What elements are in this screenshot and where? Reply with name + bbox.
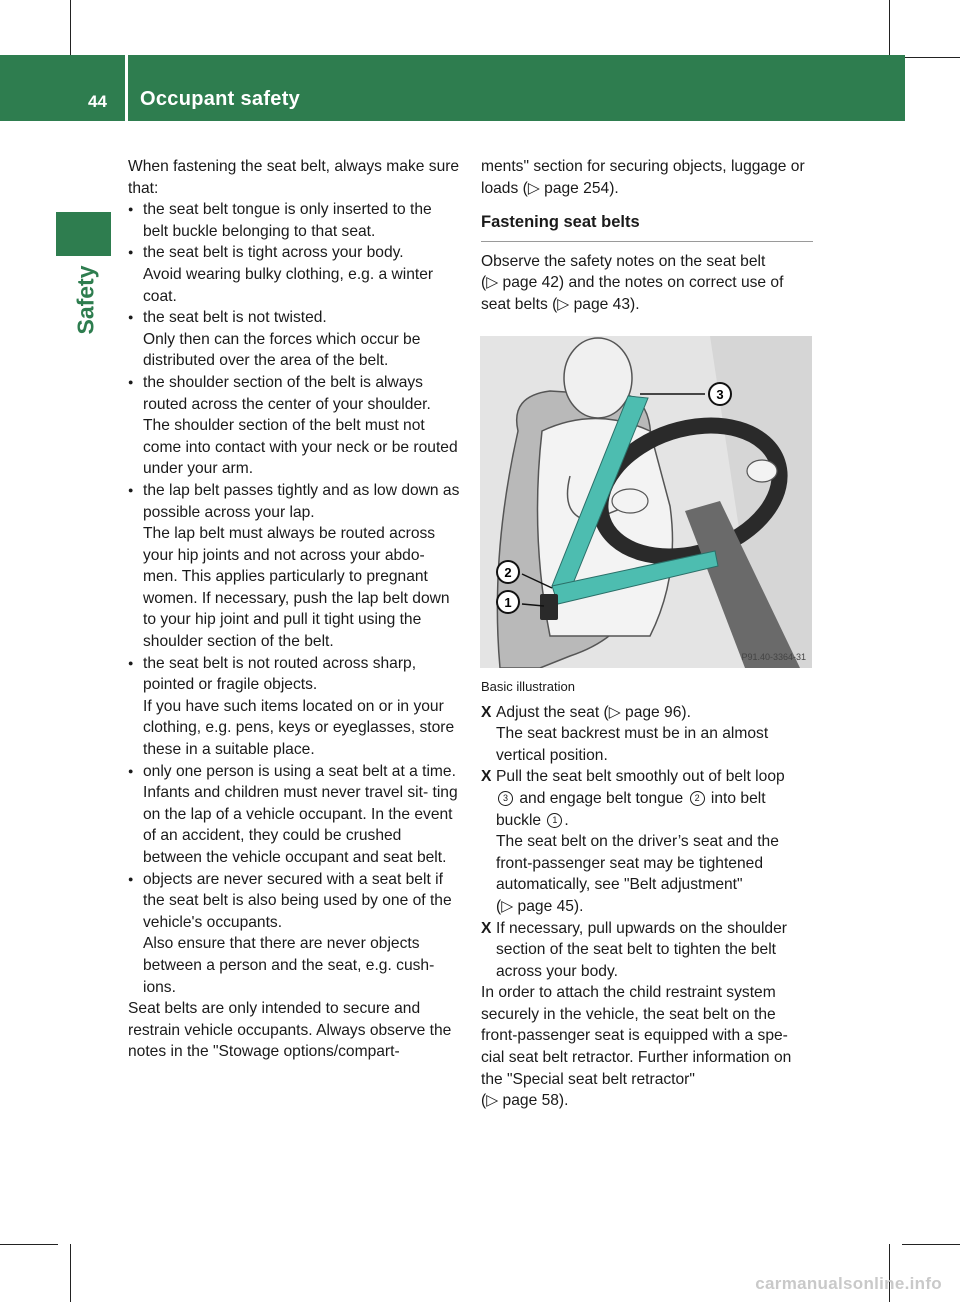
seatbelt-illustration bbox=[480, 336, 812, 668]
bullet-item: ● objects are never secured with a seat belt if the seat belt is also being used by one of the vehicle's occupants. bbox=[128, 869, 460, 934]
child-restraint-text: In order to attach the child restraint system securely in the vehicle, the seat belt on the front-passenger seat is equipped with a spe- cial seat belt retractor. Further information on the "Special seat belt retractor" (▷ page 58). bbox=[481, 984, 792, 1110]
callout-1: 1 bbox=[504, 594, 512, 610]
bullet-item: ● the lap belt passes tightly and as low down as possible across your lap. bbox=[128, 480, 460, 523]
bullet-item: ● the seat belt is tight across your body. bbox=[128, 242, 460, 264]
figure-caption: Basic illustration bbox=[481, 678, 575, 694]
crop-mark bbox=[889, 0, 890, 58]
step-tighten-belt: X If necessary, pull upwards on the shoulder section of the seat belt to tighten the belt across your body. bbox=[481, 919, 787, 980]
page-ref-arrow-icon: ▷ bbox=[527, 179, 540, 197]
callout-ref-3: 3 bbox=[498, 791, 513, 806]
step-arrow-icon: X bbox=[481, 703, 492, 721]
page-ref-arrow-icon: ▷ bbox=[501, 897, 514, 915]
step-adjust-seat: X Adjust the seat (▷ page 96). The seat backrest must be in an almost vertical position. bbox=[481, 703, 769, 764]
bullet-subtext: Only then can the forces which occur be distributed over the area of the belt. bbox=[143, 330, 421, 370]
bullet-item: ● only one person is using a seat belt at a time. bbox=[128, 761, 460, 783]
page-reference: page 58 bbox=[502, 1092, 559, 1110]
page-ref-arrow-icon: ▷ bbox=[608, 703, 621, 721]
crop-mark bbox=[70, 0, 71, 58]
crop-mark bbox=[902, 1244, 960, 1245]
section-tab bbox=[56, 212, 111, 256]
callout-ref-2: 2 bbox=[690, 791, 705, 806]
step-arrow-icon: X bbox=[481, 768, 492, 786]
callout-2: 2 bbox=[504, 564, 512, 580]
right-column bbox=[481, 156, 813, 1112]
bullet-item: ● the shoulder section of the belt is always routed across the center of your shoulder. bbox=[128, 372, 460, 415]
page-reference: page 43 bbox=[573, 295, 630, 313]
page-ref-arrow-icon: ▷ bbox=[486, 274, 499, 292]
page-ref-arrow-icon: ▷ bbox=[486, 1092, 499, 1110]
page-reference: page 254 bbox=[544, 179, 610, 197]
crop-mark bbox=[902, 57, 960, 58]
bullet-subtext: Also ensure that there are never objects between a person and the seat, e.g. cush- ions. bbox=[143, 935, 435, 996]
bullet-item: ● the seat belt tongue is only inserted to the belt buckle belonging to that seat. bbox=[128, 199, 460, 242]
bullet-subtext: The shoulder section of the belt must not come into contact with your neck or be routed under your arm. bbox=[143, 417, 458, 478]
page-reference: page 96 bbox=[625, 703, 682, 721]
callout-ref-1: 1 bbox=[547, 813, 562, 828]
page-reference: page 45 bbox=[517, 897, 574, 915]
crop-mark bbox=[0, 1244, 58, 1245]
watermark: carmanualsonline.info bbox=[755, 1274, 942, 1293]
bullet-subtext: The lap belt must always be routed across your hip joints and not across your abdo- men. This applies particularly to pregnant women. If necessary, push the lap belt down to your hip joint and pull it tight using the shoulder section of the belt. bbox=[143, 525, 450, 651]
bullet-subtext: Infants and children must never travel sit- ting on the lap of a vehicle occupant. In the event of an accident, they could be crushed between the vehicle occupant and seat belt. bbox=[143, 784, 458, 866]
page-ref-arrow-icon: ▷ bbox=[557, 295, 570, 313]
intro-text: When fastening the seat belt, always make sure that: bbox=[128, 158, 460, 197]
page-reference: page 42 bbox=[502, 274, 559, 292]
crop-mark bbox=[70, 1244, 71, 1302]
page-number: 44 bbox=[88, 92, 107, 111]
page-title: Occupant safety bbox=[140, 88, 301, 110]
step-fasten-belt: X Pull the seat belt smoothly out of belt loop 3 and engage belt tongue 2 into belt buckle 1 . The seat belt on the driver’s seat and the front-passenger seat may be tightened automatically, see "Belt adjustment" (▷ page 45). bbox=[481, 768, 785, 915]
bullet-list bbox=[128, 199, 460, 998]
observe-text: Observe the safety notes on the seat belt (▷ page 42) and the notes on correct use of seat belts (▷ page 43). bbox=[481, 252, 784, 313]
heading-rule bbox=[481, 241, 813, 242]
section-heading: Fastening seat belts bbox=[481, 213, 640, 232]
callout-3: 3 bbox=[716, 386, 724, 402]
step-arrow-icon: X bbox=[481, 919, 492, 937]
header-bar bbox=[0, 55, 905, 121]
left-column bbox=[128, 156, 460, 1063]
continuation-text: ments" section for securing objects, luggage or loads (▷ page 254). bbox=[481, 158, 805, 197]
bullet-subtext: Avoid wearing bulky clothing, e.g. a winter coat. bbox=[143, 265, 434, 305]
bullet-subtext: If you have such items located on or in your clothing, e.g. pens, keys or eyeglasses, store these in a suitable place. bbox=[143, 697, 455, 759]
instruction-steps bbox=[481, 702, 813, 983]
header-separator bbox=[125, 55, 128, 121]
bullet-item: ● the seat belt is not routed across sharp, pointed or fragile objects. bbox=[128, 653, 460, 696]
bullet-item: ● the seat belt is not twisted. bbox=[128, 307, 460, 329]
figure-code: P91.40-3364-31 bbox=[741, 651, 806, 662]
closing-text: Seat belts are only intended to secure and restrain vehicle occupants. Always observe the notes in the "Stowage options/compart- bbox=[128, 1000, 452, 1061]
